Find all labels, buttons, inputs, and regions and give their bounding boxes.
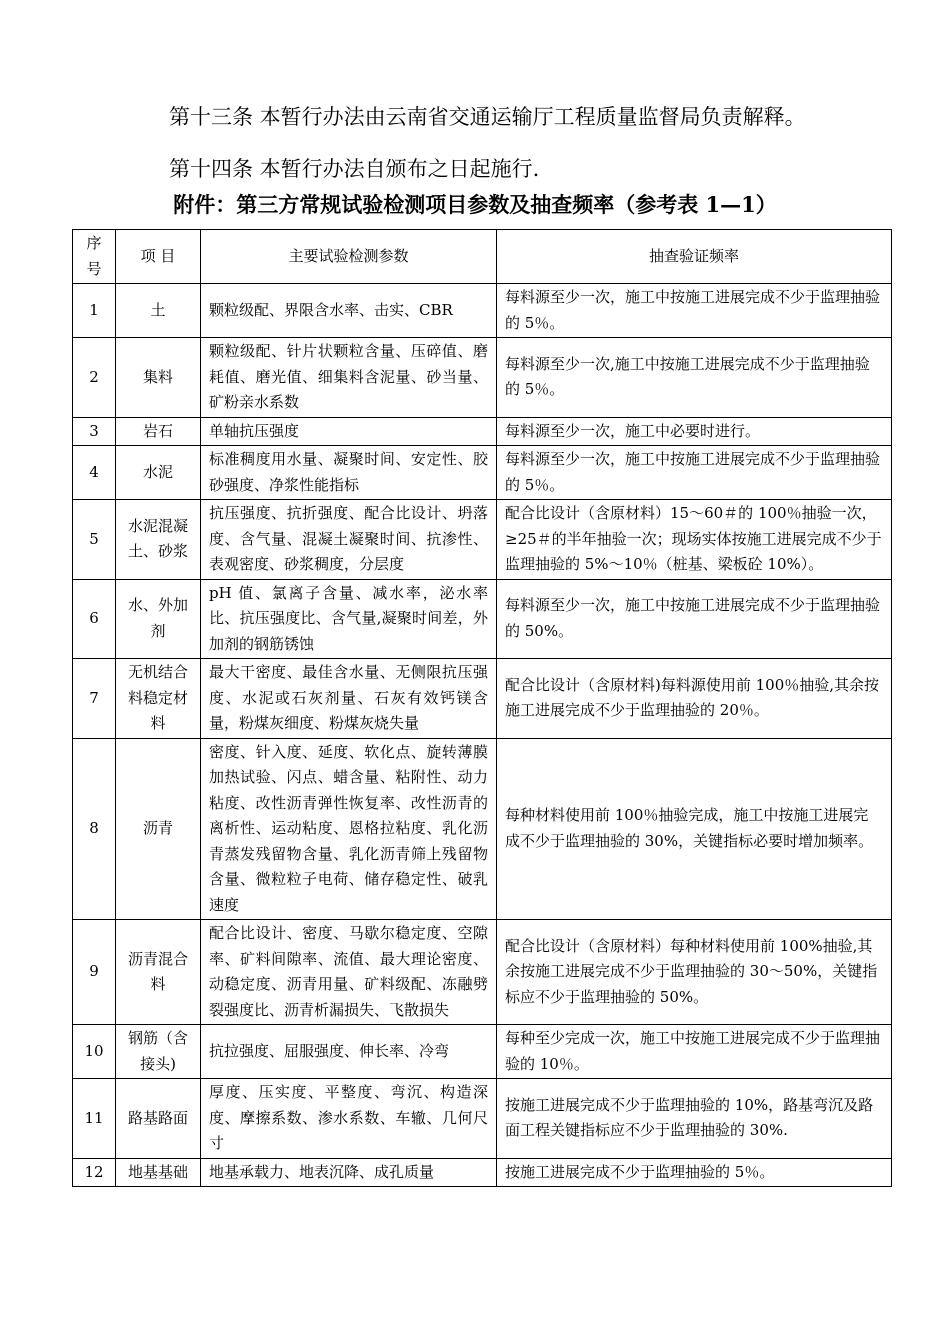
appendix-title: 附件：第三方常规试验检测项目参数及抽查频率（参考表 1—1） xyxy=(173,192,777,217)
table-row xyxy=(73,659,892,739)
row-number-cell: 10 xyxy=(73,1025,116,1079)
row-item-cell: 沥青混合料 xyxy=(116,920,201,1025)
row-params-cell: 抗拉强度、屈服强度、伸长率、冷弯 xyxy=(201,1025,497,1079)
row-params-cell: pH 值、氯离子含量、减水率，泌水率比、抗压强度比、含气量,凝聚时间差，外加剂的钢筋锈蚀 xyxy=(201,579,497,659)
row-item-cell: 集料 xyxy=(116,338,201,418)
row-params-cell: 抗压强度、抗折强度、配合比设计、坍落度、含气量、混凝土凝聚时间、抗渗性、表观密度、砂浆稠度，分层度 xyxy=(201,500,497,580)
row-item-cell: 无机结合料稳定材料 xyxy=(116,659,201,739)
row-params-cell: 地基承载力、地表沉降、成孔质量 xyxy=(201,1158,497,1187)
row-frequency-cell: 每种至少完成一次，施工中按施工进展完成不少于监理抽验的 10％。 xyxy=(497,1025,892,1079)
row-number-cell: 2 xyxy=(73,338,116,418)
row-number-cell: 1 xyxy=(73,284,116,338)
row-item-cell: 路基路面 xyxy=(116,1079,201,1159)
table-row xyxy=(73,446,892,500)
test-frequency-table xyxy=(72,229,892,1187)
row-frequency-cell: 每料源至少一次,施工中按施工进展完成不少于监理抽验的 5％。 xyxy=(497,338,892,418)
row-number-cell: 5 xyxy=(73,500,116,580)
table-row xyxy=(73,920,892,1025)
table-row xyxy=(73,284,892,338)
table-row xyxy=(73,579,892,659)
row-item-cell: 沥青 xyxy=(116,738,201,920)
row-params-cell: 颗粒级配、针片状颗粒含量、压碎值、磨耗值、磨光值、细集料含泥量、砂当量、矿粉亲水系数 xyxy=(201,338,497,418)
table-row xyxy=(73,1025,892,1079)
row-number-cell: 8 xyxy=(73,738,116,920)
row-item-cell: 水、外加剂 xyxy=(116,579,201,659)
row-frequency-cell: 每料源至少一次，施工中按施工进展完成不少于监理抽验的 5％。 xyxy=(497,446,892,500)
row-params-cell: 密度、针入度、延度、软化点、旋转薄膜加热试验、闪点、蜡含量、粘附性、动力粘度、改性沥青弹性恢复率、改性沥青的离析性、运动粘度、恩格拉粘度、乳化沥青蒸发残留物含量、乳化沥青筛上残留物含量、微粒粒子电荷、储存稳定性、破乳速度 xyxy=(201,738,497,920)
row-number-cell: 3 xyxy=(73,417,116,446)
row-params-cell: 标准稠度用水量、凝聚时间、安定性、胶砂强度、净浆性能指标 xyxy=(201,446,497,500)
row-number-cell: 4 xyxy=(73,446,116,500)
row-number-cell: 9 xyxy=(73,920,116,1025)
row-params-cell: 最大干密度、最佳含水量、无侧限抗压强度、水泥或石灰剂量、石灰有效钙镁含量，粉煤灰细度、粉煤灰烧失量 xyxy=(201,659,497,739)
row-number-cell: 12 xyxy=(73,1158,116,1187)
table-row xyxy=(73,338,892,418)
table-row xyxy=(73,1079,892,1159)
table-row xyxy=(73,417,892,446)
row-item-cell: 岩石 xyxy=(116,417,201,446)
row-item-cell: 水泥 xyxy=(116,446,201,500)
header-params: 主要试验检测参数 xyxy=(201,230,497,284)
row-params-cell: 配合比设计、密度、马歇尔稳定度、空隙率、矿料间隙率、流值、最大理论密度、动稳定度、沥青用量、矿料级配、冻融劈裂强度比、沥青析漏损失、飞散损失 xyxy=(201,920,497,1025)
row-frequency-cell: 每料源至少一次，施工中按施工进展完成不少于监理抽验的 50%。 xyxy=(497,579,892,659)
row-frequency-cell: 每种材料使用前 100％抽验完成，施工中按施工进展完成不少于监理抽验的 30%，关键指标必要时增加频率。 xyxy=(497,738,892,920)
row-number-cell: 6 xyxy=(73,579,116,659)
table-header-row xyxy=(73,230,892,284)
row-params-cell: 单轴抗压强度 xyxy=(201,417,497,446)
row-item-cell: 水泥混凝土、砂浆 xyxy=(116,500,201,580)
article-14-paragraph: 第十四条 本暂行办法自颁布之日起施行. xyxy=(169,157,540,181)
table-row xyxy=(73,500,892,580)
row-item-cell: 地基基础 xyxy=(116,1158,201,1187)
row-params-cell: 厚度、压实度、平整度、弯沉、构造深度、摩擦系数、渗水系数、车辙、几何尺寸 xyxy=(201,1079,497,1159)
row-params-cell: 颗粒级配、界限含水率、击实、CBR xyxy=(201,284,497,338)
row-item-cell: 土 xyxy=(116,284,201,338)
row-number-cell: 11 xyxy=(73,1079,116,1159)
table-row xyxy=(73,1158,892,1187)
row-frequency-cell: 按施工进展完成不少于监理抽验的 10%，路基弯沉及路面工程关键指标应不少于监理抽验的 30%. xyxy=(497,1079,892,1159)
article-13-paragraph: 第十三条 本暂行办法由云南省交通运输厅工程质量监督局负责解释。 xyxy=(169,105,806,129)
table-row xyxy=(73,738,892,920)
header-frequency: 抽查验证频率 xyxy=(497,230,892,284)
header-no: 序号 xyxy=(73,230,116,284)
row-frequency-cell: 每料源至少一次，施工中必要时进行。 xyxy=(497,417,892,446)
row-frequency-cell: 配合比设计（含原材料）15～60＃的 100％抽验一次，≥25＃的半年抽验一次；现场实体按施工进展完成不少于监理抽验的 5%～10％（桩基、梁板砼 10%）。 xyxy=(497,500,892,580)
row-frequency-cell: 按施工进展完成不少于监理抽验的 5％。 xyxy=(497,1158,892,1187)
row-number-cell: 7 xyxy=(73,659,116,739)
row-frequency-cell: 配合比设计（含原材料）每种材料使用前 100%抽验,其余按施工进展完成不少于监理抽验的 30～50%，关键指标应不少于监理抽验的 50%。 xyxy=(497,920,892,1025)
header-item: 项 目 xyxy=(116,230,201,284)
row-item-cell: 钢筋（含接头) xyxy=(116,1025,201,1079)
row-frequency-cell: 每料源至少一次，施工中按施工进展完成不少于监理抽验的 5％。 xyxy=(497,284,892,338)
row-frequency-cell: 配合比设计（含原材料)每料源使用前 100％抽验,其余按施工进展完成不少于监理抽验的 20％。 xyxy=(497,659,892,739)
